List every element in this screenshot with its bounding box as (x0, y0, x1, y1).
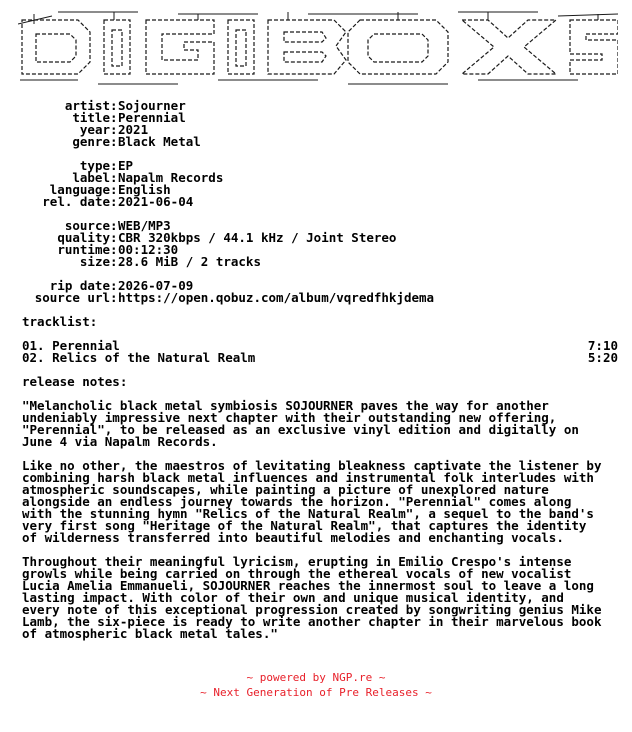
tracklist-heading: tracklist: (22, 314, 98, 329)
field-title: title : Perennial (10, 112, 622, 124)
info-block-1 (10, 100, 622, 148)
field-value: EP (118, 158, 134, 173)
track-title: 01. Perennial (22, 338, 120, 353)
release-notes-paragraph: Like no other, the maestros of levitating bleakness captivate the listener by combining harsh black metal influences and instrumental folk interludes with atmospheric soundscapes, while painting a picture of unexplored nature alongside an endless journey towards the horizon. "Perennial" comes along with the stunning hymn "Relics of the Natural Realm", a sequel to the band's very first song "Heritage of the Natural Realm", that captures the identity of wilderness transferred into beautiful melodies and enchanting vocals. (22, 458, 602, 545)
field-value: English (118, 182, 171, 197)
nfo-document (10, 10, 622, 700)
field-value: 2026-07-09 (118, 278, 194, 293)
field-key: size (79, 254, 110, 269)
field-label: label : Napalm Records (10, 172, 622, 184)
field-value: 2021-06-04 (118, 194, 194, 209)
track-time: 7:10 (587, 338, 618, 353)
field-key: artist (64, 98, 110, 113)
field-value: Sojourner (118, 98, 186, 113)
field-key: source url (34, 290, 110, 305)
field-rip-date: rip date : 2026-07-09 (10, 280, 622, 292)
field-value: Black Metal (118, 134, 201, 149)
field-language: language : English (10, 184, 622, 196)
track-title: 02. Relics of the Natural Realm (22, 350, 256, 365)
footer (10, 670, 622, 700)
logo-art-icon (18, 10, 618, 86)
field-type: type : EP (10, 160, 622, 172)
release-notes-paragraph: "Melancholic black metal symbiosis SOJOURNER paves the way for another undeniably impressive next chapter with their outstanding new offering, "Perennial", to be released as an exclusive vinyl edition and digitally on June 4 via Napalm Records. (22, 398, 579, 449)
field-genre: genre : Black Metal (10, 136, 622, 148)
release-notes-paragraph: Throughout their meaningful lyricism, erupting in Emilio Crespo's intense growls while being carried on through the ethereal vocals of new vocalist Lucia Amelia Emmanueli, SOJOURNER reaches the innermost soul to leave a long lasting impact. With color of their own and unique musical identity, and every note of this exceptional progression created by songwriting genius Mike Lamb, the six-piece is ready to write another chapter in their marvelous book of atmospheric black metal tales." (22, 554, 602, 641)
ascii-logo (18, 10, 618, 88)
field-key: language (49, 182, 110, 197)
info-block-4 (10, 280, 622, 304)
field-value: 00:12:30 (118, 242, 179, 257)
field-value: Perennial (118, 110, 186, 125)
footer-line-powered: ~ powered by NGP.re ~ (246, 671, 386, 684)
field-key: type (79, 158, 110, 173)
field-rel-date: rel. date : 2021-06-04 (10, 196, 622, 208)
field-key: title (72, 110, 110, 125)
field-source: source : WEB/MP3 (10, 220, 622, 232)
field-key: year (79, 122, 110, 137)
field-key: rel. date (42, 194, 110, 209)
field-key: source (64, 218, 110, 233)
field-key: rip date (49, 278, 110, 293)
field-source-url: source url : https://open.qobuz.com/album/vqredfhkjdema (10, 292, 622, 304)
field-key: genre (72, 134, 110, 149)
info-block-2 (10, 160, 622, 208)
info-block-3 (10, 220, 622, 268)
field-size: size : 28.6 MiB / 2 tracks (10, 256, 622, 268)
field-value: Napalm Records (118, 170, 224, 185)
field-key: runtime (57, 242, 110, 257)
field-quality: quality : CBR 320kbps / 44.1 kHz / Joint Stereo (10, 232, 622, 244)
field-key: label (72, 170, 110, 185)
field-value: CBR 320kbps / 44.1 kHz / Joint Stereo (118, 230, 397, 245)
field-value: 2021 (118, 122, 149, 137)
track-row (10, 352, 618, 364)
field-runtime: runtime : 00:12:30 (10, 244, 622, 256)
field-artist: artist : Sojourner (10, 100, 622, 112)
source-url-link[interactable]: https://open.qobuz.com/album/vqredfhkjdema (118, 290, 435, 305)
field-value: WEB/MP3 (118, 218, 171, 233)
footer-line-tagline: ~ Next Generation of Pre Releases ~ (200, 686, 432, 699)
field-key: quality (57, 230, 110, 245)
release-notes-heading: release notes: (22, 374, 128, 389)
field-value: 28.6 MiB / 2 tracks (118, 254, 261, 269)
track-time: 5:20 (587, 350, 618, 365)
field-year: year : 2021 (10, 124, 622, 136)
